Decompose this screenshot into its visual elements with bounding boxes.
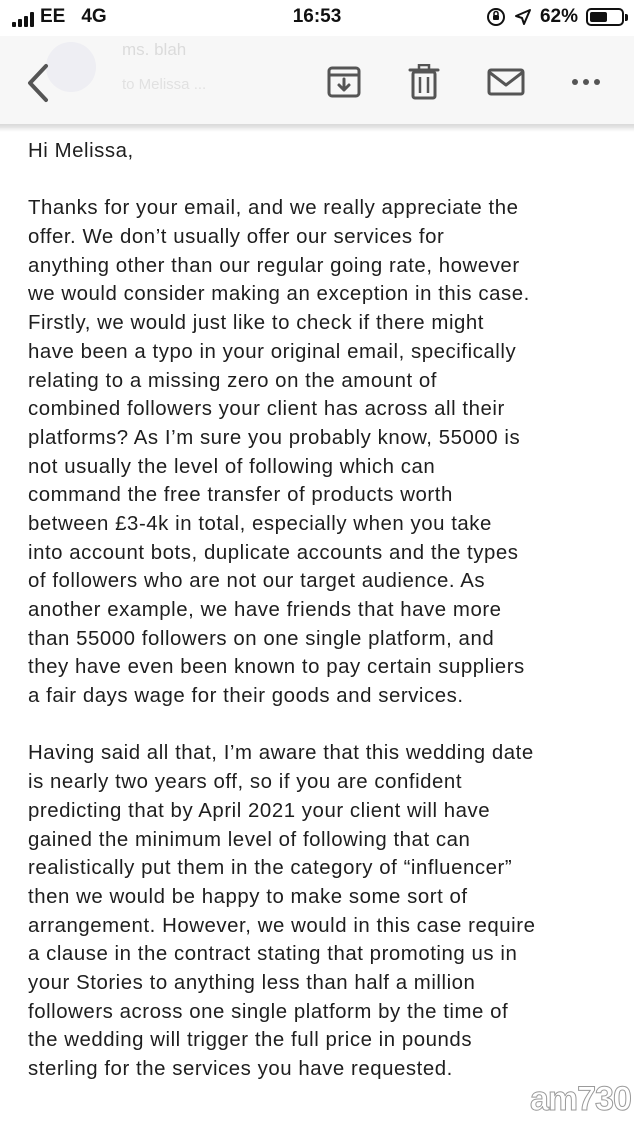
email-body <box>28 137 608 1084</box>
location-arrow-icon <box>514 8 532 26</box>
email-text-line: we would consider making an exception in this case. <box>28 283 530 306</box>
email-text-line: realistically put them in the category of “influencer” <box>28 857 513 880</box>
more-icon[interactable] <box>568 64 604 100</box>
email-text-line: the wedding will trigger the full price in pounds <box>28 1029 473 1052</box>
email-text-line: they have even been known to pay certain suppliers <box>28 656 525 679</box>
carrier-name: EE <box>40 6 66 27</box>
email-greeting: Hi Melissa, <box>28 140 134 162</box>
email-text-line: relating to a missing zero on the amount of <box>28 369 438 392</box>
email-text-line: is nearly two years off, so if you are confident <box>28 771 463 794</box>
email-text-line: a clause in the contract stating that promoting us in <box>28 943 518 966</box>
email-text-line: have been a typo in your original email, specifically <box>28 340 517 363</box>
email-text-line: than 55000 followers on one single platform, and <box>28 627 495 650</box>
email-text-line: Thanks for your email, and we really appreciate the <box>28 197 519 220</box>
email-text-line: combined followers your client has across all their <box>28 398 505 421</box>
battery-icon <box>586 8 624 26</box>
email-text-line: anything other than our regular going rate, however <box>28 254 520 277</box>
email-text-line: arrangement. However, we would in this case require <box>28 914 536 937</box>
network-type: 4G <box>81 6 107 27</box>
email-text-line: of followers who are not our target audience. As <box>28 570 486 593</box>
battery-level <box>590 12 607 22</box>
email-text-line: command the free transfer of products worth <box>28 484 453 507</box>
back-chevron-icon[interactable] <box>20 58 60 108</box>
email-text-line: followers across one single platform by the time of <box>28 1000 509 1023</box>
email-text-line: platforms? As I’m sure you probably know, 55000 is <box>28 426 521 449</box>
email-paragraph-2 <box>28 739 608 1083</box>
mail-icon[interactable] <box>486 64 526 100</box>
email-text-line: offer. We don’t usually offer our services for <box>28 226 445 249</box>
status-right <box>486 7 624 27</box>
email-text-line: another example, we have friends that have more <box>28 599 502 621</box>
battery-percent: 62% <box>539 6 578 27</box>
email-text-line: a fair days wage for their goods and services. <box>28 685 464 708</box>
status-bar <box>0 0 634 36</box>
toolbar-divider <box>0 124 634 132</box>
watermark-logo: am730 <box>530 1080 631 1118</box>
orientation-lock-icon <box>486 7 506 27</box>
email-paragraph-1 <box>28 194 608 710</box>
email-text-line: not usually the level of following which can <box>28 455 436 478</box>
email-text-line: predicting that by April 2021 your client will have <box>28 799 491 822</box>
email-text-line: gained the minimum level of following that can <box>28 828 471 851</box>
email-text-line: Having said all that, I’m aware that this wedding date <box>28 742 534 765</box>
email-text-line: your Stories to anything less than half a million <box>28 971 476 994</box>
sender-subtitle: to Melissa ... <box>122 76 207 93</box>
archive-icon[interactable] <box>326 64 362 100</box>
sender-name: ms. blah <box>122 40 187 59</box>
email-text-line: into account bots, duplicate accounts and the types <box>28 541 519 564</box>
email-text-line: sterling for the services you have requested. <box>28 1058 453 1080</box>
email-text-line: between £3-4k in total, especially when you take <box>28 512 492 535</box>
email-toolbar <box>0 36 634 128</box>
email-text-line: Firstly, we would just like to check if there might <box>28 312 485 335</box>
status-time: 16:53 <box>292 6 342 27</box>
email-text-line: then we would be happy to make some sort of <box>28 885 468 908</box>
trash-icon[interactable] <box>408 64 440 100</box>
